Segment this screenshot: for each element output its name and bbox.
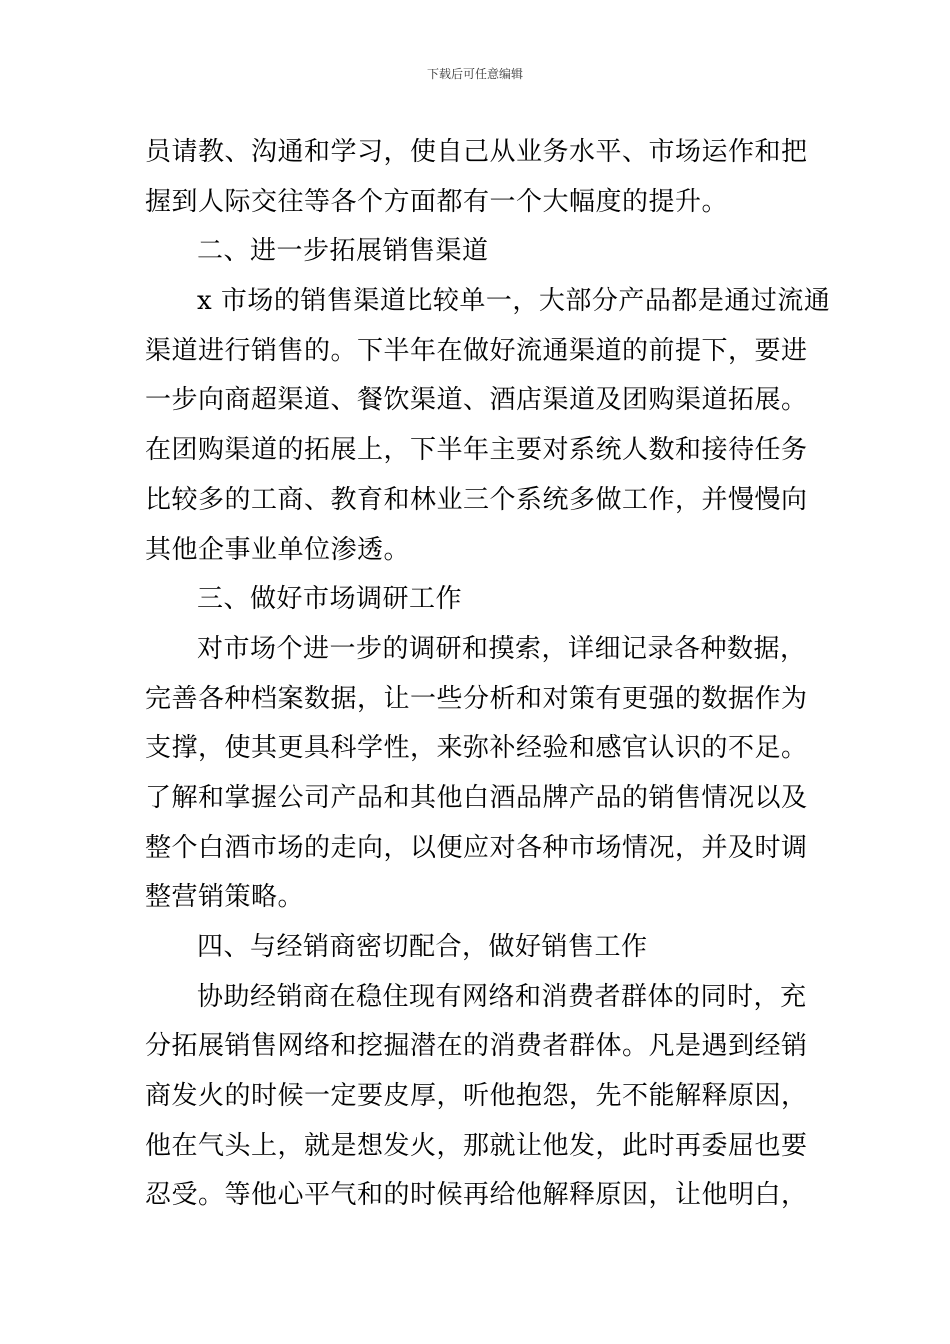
body-text <box>145 128 831 1221</box>
text-line: 员请教、沟通和学习，使自己从业务水平、市场运作和把 <box>145 137 808 167</box>
text-line: 商发火的时候一定要皮厚，听他抱怨，先不能解释原因， <box>145 1081 808 1112</box>
text-line: 协助经销商在稳住现有网络和消费者群体的同时，充 <box>197 981 807 1012</box>
text-line: 支撑，使其更具科学性，来弥补经验和感官认识的不足。 <box>145 733 808 764</box>
section-heading: 二、进一步拓展销售渠道 <box>197 236 489 267</box>
text-line: 分拓展销售网络和挖掘潜在的消费者群体。凡是遇到经销 <box>145 1031 808 1062</box>
text-line: 其他企事业单位渗透。 <box>145 534 411 565</box>
text-line: 整营销策略。 <box>145 882 305 913</box>
text-line: 完善各种档案数据，让一些分析和对策有更强的数据作为 <box>145 683 808 714</box>
text-line: 忍受。等他心平气和的时候再给他解释原因，让他明白， <box>145 1180 808 1211</box>
text-line: x 市场的销售渠道比较单一，大部分产品都是通过流通 <box>197 286 831 317</box>
text-line: 渠道进行销售的。下半年在做好流通渠道的前提下，要进 <box>145 335 808 366</box>
text-line: 了解和掌握公司产品和其他白酒品牌产品的销售情况以及 <box>145 782 808 813</box>
text-line: 他在气头上，就是想发火，那就让他发，此时再委屈也要 <box>145 1130 808 1161</box>
text-line: 整个白酒市场的走向，以便应对各种市场情况，并及时调 <box>145 832 808 863</box>
text-line: 握到人际交往等各个方面都有一个大幅度的提升。 <box>145 186 729 217</box>
text-line: 比较多的工商、教育和林业三个系统多做工作，并慢慢向 <box>145 484 808 515</box>
section-heading: 三、做好市场调研工作 <box>197 584 463 615</box>
text-line: 在团购渠道的拓展上，下半年主要对系统人数和接待任务 <box>145 435 808 466</box>
page-header: 下载后可任意编辑 <box>426 67 523 81</box>
section-heading: 四、与经销商密切配合，做好销售工作 <box>197 932 648 962</box>
text-line: 对市场个进一步的调研和摸索，详细记录各种数据， <box>197 633 807 664</box>
text-line: 一步向商超渠道、餐饮渠道、酒店渠道及团购渠道拓展。 <box>145 385 808 416</box>
